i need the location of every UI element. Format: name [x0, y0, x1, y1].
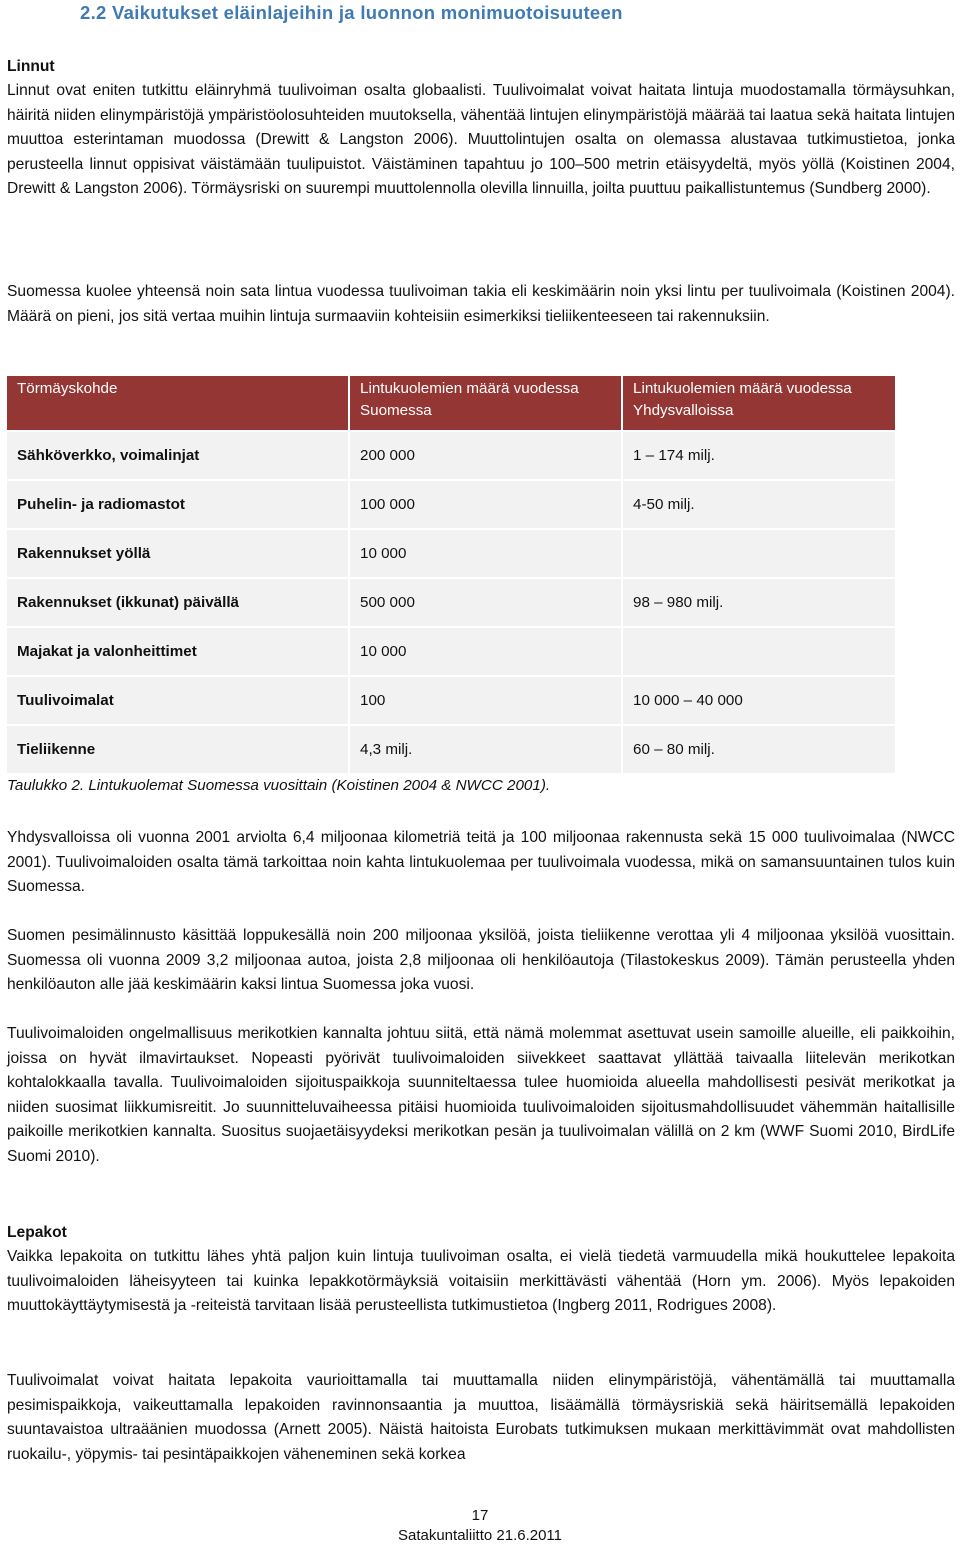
paragraph-breeding-birds: Suomen pesimälinnusto käsittää loppukesällä noin 200 miljoonaa yksilöä, joista tieliikenne verottaa yli 4 miljoonaa yksilöä vuosittain. Suomessa oli vuonna 2009 3,2 miljoonaa autoa, joista 2,8 miljoonaa oli henkilöautoja (Tilastokeskus 2009). Tämän perusteella yhden henkilöauton alle jää keskimäärin kaksi lintua Suomessa joka vuosi. [7, 927, 955, 994]
paragraph-sea-eagles: Tuulivoimaloiden ongelmallisuus merikotkien kannalta johtuu siitä, että nämä molemmat asettuvat usein samoille alueille, eli paikkoihin, joissa on hyvät ilmavirtaukset. Nopeasti pyörivät tuulivoimaloiden siivekkeet saattavat yllättää taivaalla liitelevän merikotkan kohtalokkaalla tavalla. Tuulivoimaloiden sijoituspaikkoja suunniteltaessa tulee huomioida alueella mahdollisesti pesivät merikotkat ja niiden suosimat liikkumisreitit. Jo suunnitteluvaiheessa pitäisi huomioida tuulivoimaloiden sijoitusmahdollisuudet vähemmän haitallisille paikoille merikotkien kannalta. Suositus suojaetäisyydeksi merikotkan pesän ja tuulivoimalan välillä on 2 km (WWF Suomi 2010, BirdLife Suomi 2010). [7, 1025, 955, 1165]
table-row-label: Rakennukset yöllä [7, 529, 349, 578]
section-heading: 2.2 Vaikutukset eläinlajeihin ja luonnon monimuotoisuuteen [80, 2, 623, 23]
table-row [7, 676, 895, 725]
table-row [7, 480, 895, 529]
table-cell-usa: 60 – 80 milj. [622, 725, 895, 773]
table-row [7, 627, 895, 676]
table-cell-finland: 200 000 [349, 431, 622, 480]
table-cell-usa: 4-50 milj. [622, 480, 895, 529]
table-row-label: Puhelin- ja radiomastot [7, 480, 349, 529]
page-footer: Satakuntaliitto 21.6.2011 [397, 1527, 562, 1544]
table-row-label: Tieliikenne [7, 725, 349, 773]
table-row [7, 431, 895, 480]
linnut-paragraph-2: Suomessa kuolee yhteensä noin sata lintua vuodessa tuulivoiman takia eli keskimäärin noin yksi lintu per tuulivoimala (Koistinen 2004). Määrä on pieni, jos sitä vertaa muihin lintuja surmaaviin kohteisiin esimerkiksi tieliikenteeseen tai rakennuksiin. [7, 283, 955, 325]
lepakot-title: Lepakot [7, 1224, 67, 1241]
table-cell-finland: 10 000 [349, 529, 622, 578]
table-row [7, 578, 895, 627]
table-row-label: Sähköverkko, voimalinjat [7, 431, 349, 480]
table-header-row [7, 376, 895, 431]
table-header-cell: Lintukuolemien määrä vuodessa Yhdysvalloissa [622, 376, 895, 431]
lepakot-paragraph-2: Tuulivoimalat voivat haitata lepakoita vaurioittamalla tai muuttamalla niiden elinympäristöjä, vähentämällä tai muuttamalla pesimispaikkoja, vaikeuttamalla lepakoiden ravinnonsaantia ja muuttoa, lisäämällä törmäysriskiä sekä häiritsemällä lepakoiden suuntavaistoa ultraäänien muodossa (Arnett 2005). Näistä haitoista Eurobats tutkimuksen mukaan merkittävimmät ovat mahdollisten ruokailu-, yöpymis- tai pesintäpaikkojen väheneminen sekä korkea [7, 1372, 955, 1463]
table-header-cell: Törmäyskohde [7, 376, 349, 431]
bird-mortality-table [7, 376, 895, 773]
table-cell-finland: 100 000 [349, 480, 622, 529]
table-row-label: Rakennukset (ikkunat) päivällä [7, 578, 349, 627]
table-cell-usa: 1 – 174 milj. [622, 431, 895, 480]
table-row-label: Majakat ja valonheittimet [7, 627, 349, 676]
linnut-title: Linnut [7, 58, 55, 75]
table-cell-usa [622, 529, 895, 578]
table-cell-finland: 4,3 milj. [349, 725, 622, 773]
table-cell-finland: 100 [349, 676, 622, 725]
table-header-cell: Lintukuolemien määrä vuodessa Suomessa [349, 376, 622, 431]
table-cell-usa: 98 – 980 milj. [622, 578, 895, 627]
table-cell-finland: 500 000 [349, 578, 622, 627]
table-row [7, 725, 895, 773]
linnut-paragraph-1: Linnut ovat eniten tutkittu eläinryhmä tuulivoiman osalta globaalisti. Tuulivoimalat voivat haitata lintuja muodostamalla törmäysuhkan, häiritä niiden elinympäristöjä ympäristöolosuhteiden muutoksella, vähentää lintujen elinympäristöjä määrää tai laatua sekä haitata lintujen muuttoa esterintaman muodossa (Drewitt & Langston 2006). Muuttolintujen osalta on olemassa alustavaa tutkimustietoa, jonka perusteella linnut oppisivat väistämään tuulipuistot. Väistäminen tapahtuu jo 100–500 metrin etäisyydeltä, myös yöllä (Koistinen 2004, Drewitt & Langston 2006). Törmäysriski on suurempi muuttolennolla olevilla linnuilla, joilta puuttuu paikallistuntemus (Sundberg 2000). [7, 82, 955, 198]
page-number: 17 [471, 1507, 489, 1524]
table-caption: Taulukko 2. Lintukuolemat Suomessa vuosittain (Koistinen 2004 & NWCC 2001). [7, 777, 551, 794]
table-cell-usa [622, 627, 895, 676]
table-row [7, 529, 895, 578]
paragraph-usa-comparison: Yhdysvalloissa oli vuonna 2001 arviolta 6,4 miljoonaa kilometriä teitä ja 100 miljoonaa rakennusta sekä 15 000 tuulivoimalaa (NWCC 2001). Tuulivoimaloiden osalta tämä tarkoittaa noin kahta lintukuolemaa per tuulivoimala vuodessa, mikä on samansuuntainen tulos kuin Suomessa. [7, 829, 955, 896]
lepakot-paragraph-1: Vaikka lepakoita on tutkittu lähes yhtä paljon kuin lintuja tuulivoiman osalta, ei vielä tiedetä varmuudella mikä houkuttelee lepakoita tuulivoimaloiden läheisyyteen tai kuinka lepakkotörmäyksiä voitaisiin merkittävästi vähentää (Horn ym. 2006). Myös lepakoiden muuttokäyttäytymisestä ja -reiteistä tarvitaan lisää perusteellista tutkimustietoa (Ingberg 2011, Rodrigues 2008). [7, 1248, 955, 1315]
table-cell-finland: 10 000 [349, 627, 622, 676]
section-heading-bar [0, 0, 960, 26]
table-cell-usa: 10 000 – 40 000 [622, 676, 895, 725]
table-row-label: Tuulivoimalat [7, 676, 349, 725]
